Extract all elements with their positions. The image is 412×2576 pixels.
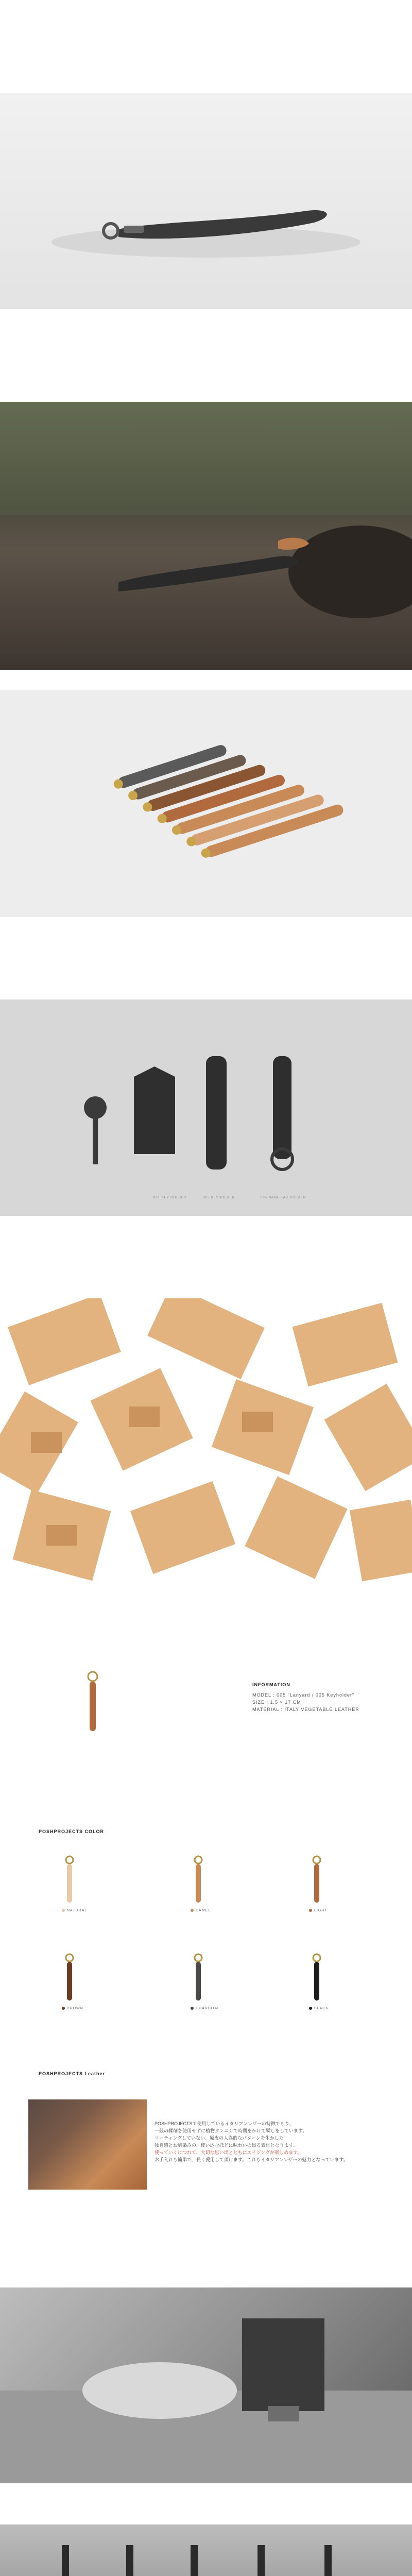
tools-photo — [0, 2524, 412, 2576]
lanyard-illustration — [0, 93, 412, 309]
swatch-label-brown: BROWN — [67, 2007, 83, 2010]
hero-photo — [0, 93, 412, 309]
craftsman-photo — [0, 2287, 412, 2483]
color-dot — [191, 1909, 194, 1912]
product-lineup — [0, 999, 412, 1216]
leather-line-2: 一般の鞣剤を使用せずに植物タンニンで時間をかけて鞣しをしています。 — [154, 2128, 307, 2133]
info-size: SIZE : 1.5 × 17 CM — [252, 1700, 301, 1705]
leather-line-1: POSHPROJECTSで使用しているイタリアンレザーの特徴であり、 — [154, 2121, 294, 2126]
color-swatch-brown — [62, 1953, 98, 2014]
keyholder-icon — [62, 1855, 77, 1906]
information-block — [252, 1682, 407, 1712]
keyholders-photo — [0, 690, 412, 917]
swatch-label-black: BLACK — [314, 2007, 329, 2010]
color-dot — [62, 2007, 65, 2010]
color-dot — [309, 1909, 312, 1912]
keyholder-icon — [191, 1953, 206, 2004]
single-product-image — [82, 1669, 103, 1736]
swatch-label-camel: CAMEL — [196, 1909, 211, 1912]
caption-key-holder: 001 KEY HOLDER — [153, 1196, 187, 1199]
leather-line-6: お手入れも簡単で、長く愛用して頂けます。これもイタリアンレザーの魅力となっています。 — [154, 2157, 348, 2162]
swatch-label-charcoal: CHARCOAL — [196, 2007, 220, 2010]
leather-line-3: コーティングしていない、原皮の人為的なパターンを生かした — [154, 2136, 284, 2141]
color-swatch-charcoal — [191, 1953, 227, 2014]
keyholder-icon — [309, 1953, 324, 2004]
color-swatch-black — [309, 1953, 345, 2014]
leather-description — [154, 2120, 402, 2163]
table-scene — [0, 402, 412, 670]
info-title: INFORMATION — [252, 1682, 290, 1687]
tools-row — [0, 2524, 412, 2576]
caption-name-tag-holder: 005 NAME TAG HOLDER — [260, 1196, 306, 1199]
info-material: MATERIAL : ITALY VEGETABLE LEATHER — [252, 1707, 359, 1712]
craft-scene — [0, 2287, 412, 2483]
packaging-flatlay — [0, 1298, 412, 1587]
keyholder-icon — [309, 1855, 324, 1906]
color-section-heading: POSHPROJECTS COLOR — [39, 1829, 105, 1834]
leather-swatch-photo — [28, 2099, 147, 2190]
color-swatch-camel — [191, 1855, 227, 1917]
leather-section-heading: POSHPROJECTS Leather — [39, 2071, 106, 2076]
keyholder-icon — [191, 1855, 206, 1906]
packaging-photo — [0, 1298, 412, 1587]
color-dot — [191, 2007, 194, 2010]
lifestyle-photo — [0, 402, 412, 670]
product-lineup-photo — [0, 999, 412, 1216]
caption-keyholder-005: 005 KEYHOLDER — [203, 1196, 235, 1199]
leather-line-5: 使っていくにつれて、大切な思い出とともにエイジングが楽しめます。 — [154, 2150, 302, 2155]
swatch-label-light: LIGHT — [314, 1909, 328, 1912]
info-model: MODEL : 005 "Lanyard / 005 Keyholder" — [252, 1692, 355, 1698]
color-dot — [309, 2007, 312, 2010]
swatch-label-natural: NATURAL — [67, 1909, 88, 1912]
keyholder-icon — [62, 1953, 77, 2004]
leather-line-4: 独自感とお馴染みの、使い込むほどに味わいの出る素材となります。 — [154, 2143, 298, 2148]
color-swatch-light — [309, 1855, 345, 1917]
color-swatch-natural — [62, 1855, 98, 1917]
color-dot — [62, 1909, 65, 1912]
keyholders-row — [0, 690, 412, 917]
